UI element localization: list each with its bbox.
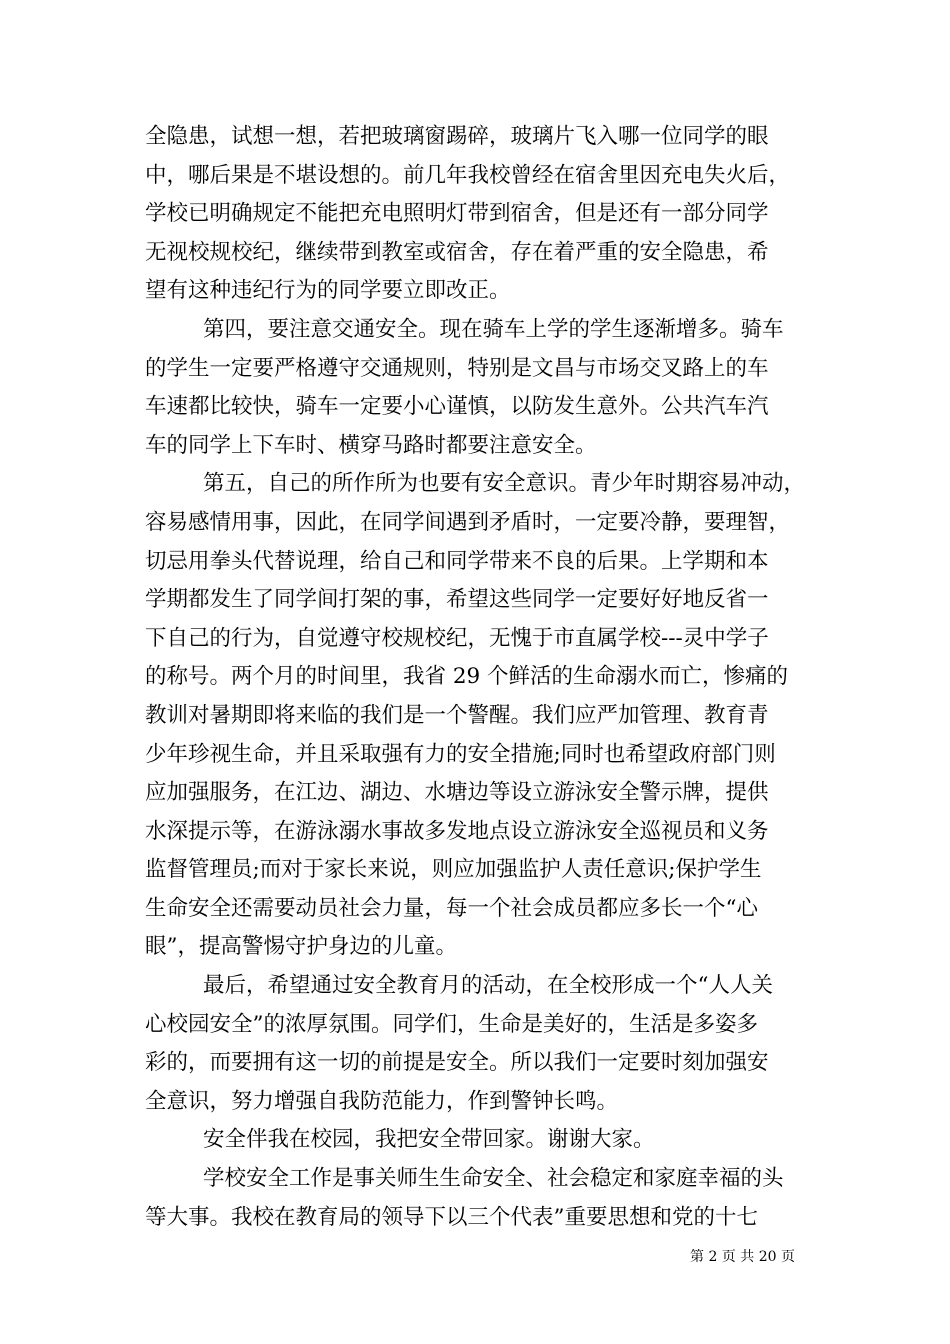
- paragraph-start-line: 第四，要注意交通安全。现在骑车上学的学生逐渐增多。骑车: [203, 316, 784, 342]
- text-line: 心校园安全”的浓厚氛围。同学们，生命是美好的，生活是多姿多: [145, 1011, 758, 1037]
- paragraph-start-line: 第五，自己的所作所为也要有安全意识。青少年时期容易冲动，: [203, 471, 806, 497]
- text-line: 监督管理员;而对于家长来说，则应加强监护人责任意识;保护学生: [145, 857, 762, 883]
- text-line: 应加强服务，在江边、湖边、水塘边等设立游泳安全警示牌，提供: [145, 780, 769, 806]
- text-line: 的学生一定要严格遵守交通规则，特别是文昌与市场交叉路上的车: [145, 355, 769, 381]
- paragraph-start-line: 最后，希望通过安全教育月的活动，在全校形成一个“人人关: [203, 973, 773, 999]
- text-line: 学期都发生了同学间打架的事，希望这些同学一定要好好地反省一: [145, 587, 769, 613]
- text-line: 教训对暑期即将来临的我们是一个警醒。我们应严加管理、教育青: [145, 702, 769, 728]
- text-line: 生命安全还需要动员社会力量，每一个社会成员都应多长一个“心: [145, 895, 758, 921]
- text-line: 容易感情用事，因此，在同学间遇到矛盾时，一定要冷静，要理智，: [145, 509, 791, 535]
- text-line: 等大事。我校在教育局的领导下以三个代表”重要思想和党的十七: [145, 1204, 758, 1230]
- text-line: 车的同学上下车时、横穿马路时都要注意安全。: [145, 432, 597, 458]
- text-line: 少年珍视生命，并且采取强有力的安全措施;同时也希望政府部门则: [145, 741, 776, 767]
- text-line: 无视校规校纪，继续带到教室或宿舍，存在着严重的安全隐患，希: [145, 239, 769, 265]
- text-line: 眼”，提高警惕守护身边的儿童。: [145, 934, 457, 960]
- text-line: 全隐患，试想一想，若把玻璃窗踢碎，玻璃片飞入哪一位同学的眼: [145, 124, 769, 149]
- text-line: 全意识，努力增强自我防范能力，作到警钟长鸣。: [145, 1088, 619, 1114]
- paragraph-start-line: 学校安全工作是事关师生生命安全、社会稳定和家庭幸福的头: [203, 1166, 784, 1192]
- body-text: [145, 118, 807, 1237]
- text-line: 的称号。两个月的时间里，我省 29 个鲜活的生命溺水而亡，惨痛的: [145, 664, 789, 690]
- text-line: 望有这种违纪行为的同学要立即改正。: [145, 278, 511, 304]
- text-line: 学校已明确规定不能把充电照明灯带到宿舍，但是还有一部分同学: [145, 201, 769, 227]
- text-line: 水深提示等，在游泳溺水事故多发地点设立游泳安全巡视员和义务: [145, 818, 769, 844]
- page-number: 第 2 页 共 20 页: [690, 1249, 795, 1265]
- text-line: 中，哪后果是不堪设想的。前几年我校曾经在宿舍里因充电失火后，: [145, 162, 791, 188]
- text-line: 车速都比较快，骑车一定要小心谨慎，以防发生意外。公共汽车汽: [145, 394, 769, 420]
- paragraph-start-line: 安全伴我在校园，我把安全带回家。谢谢大家。: [203, 1127, 655, 1153]
- text-line: 切忌用拳头代替说理，给自己和同学带来不良的后果。上学期和本: [145, 548, 769, 574]
- text-line: 下自己的行为，自觉遵守校规校纪，无愧于市直属学校---灵中学子: [145, 625, 769, 651]
- text-line: 彩的，而要拥有这一切的前提是安全。所以我们一定要时刻加强安: [145, 1050, 769, 1076]
